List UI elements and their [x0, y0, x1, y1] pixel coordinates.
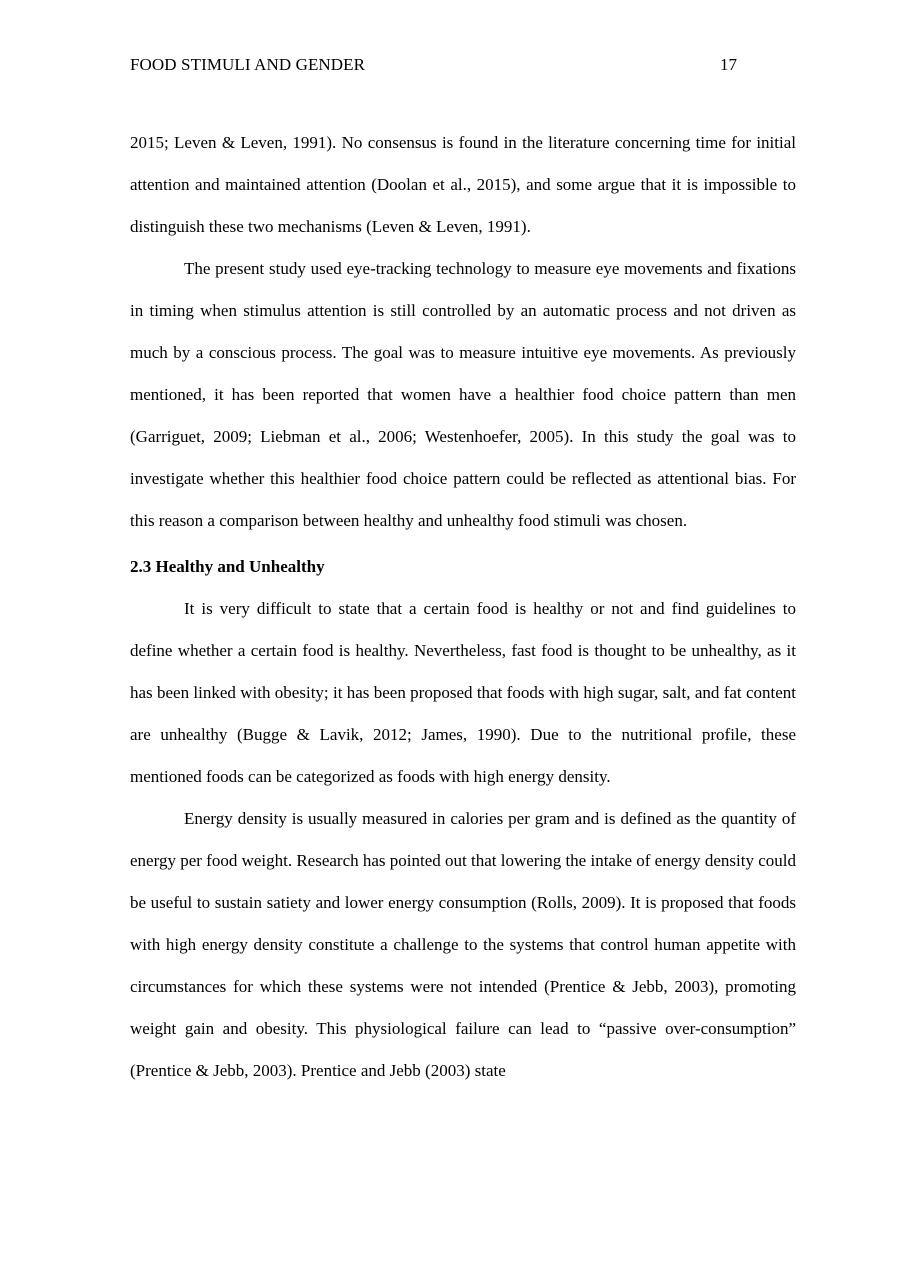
- section-heading: 2.3 Healthy and Unhealthy: [130, 557, 325, 576]
- paragraph-energy-density: Energy density is usually measured in calories per gram and is defined as the quantity of energy per food weight. Research has pointed out that lowering the intake of energy density could be useful to sustain satiety and lower energy consumption (Rolls, 2009). It is proposed that foods with high energy density constitute a challenge to the systems that control human appetite with circumstances for which these systems were not intended (Prentice & Jebb, 2003), promoting weight gain and obesity. This physiological failure can lead to “passive over-consumption” (Prentice & Jebb, 2003). Prentice and Jebb (2003) state: [130, 809, 796, 1080]
- paragraph-healthy-definition: It is very difficult to state that a certain food is healthy or not and find guidelines to define whether a certain food is healthy. Nevertheless, fast food is thought to be unhealthy, as it has been linked with obesity; it has been proposed that foods with high sugar, salt, and fat content are unhealthy (Bugge & Lavik, 2012; James, 1990). Due to the nutritional profile, these mentioned foods can be categorized as foods with high energy density.: [130, 599, 796, 786]
- body-text: [130, 122, 796, 1092]
- paragraph-present-study: The present study used eye-tracking technology to measure eye movements and fixations in timing when stimulus attention is still controlled by an automatic process and not driven as much by a conscious process. The goal was to measure intuitive eye movements. As previously mentioned, it has been reported that women have a healthier food choice pattern than men (Garriguet, 2009; Liebman et al., 2006; Westenhoefer, 2005). In this study the goal was to investigate whether this healthier food choice pattern could be reflected as attentional bias. For this reason a comparison between healthy and unhealthy food stimuli was chosen.: [130, 259, 796, 530]
- paragraph-continuation: 2015; Leven & Leven, 1991). No consensus is found in the literature concerning time for initial attention and maintained attention (Doolan et al., 2015), and some argue that it is impossible to distinguish these two mechanisms (Leven & Leven, 1991).: [130, 133, 796, 236]
- page-number: 17: [720, 55, 737, 74]
- running-head: FOOD STIMULI AND GENDER: [130, 55, 366, 74]
